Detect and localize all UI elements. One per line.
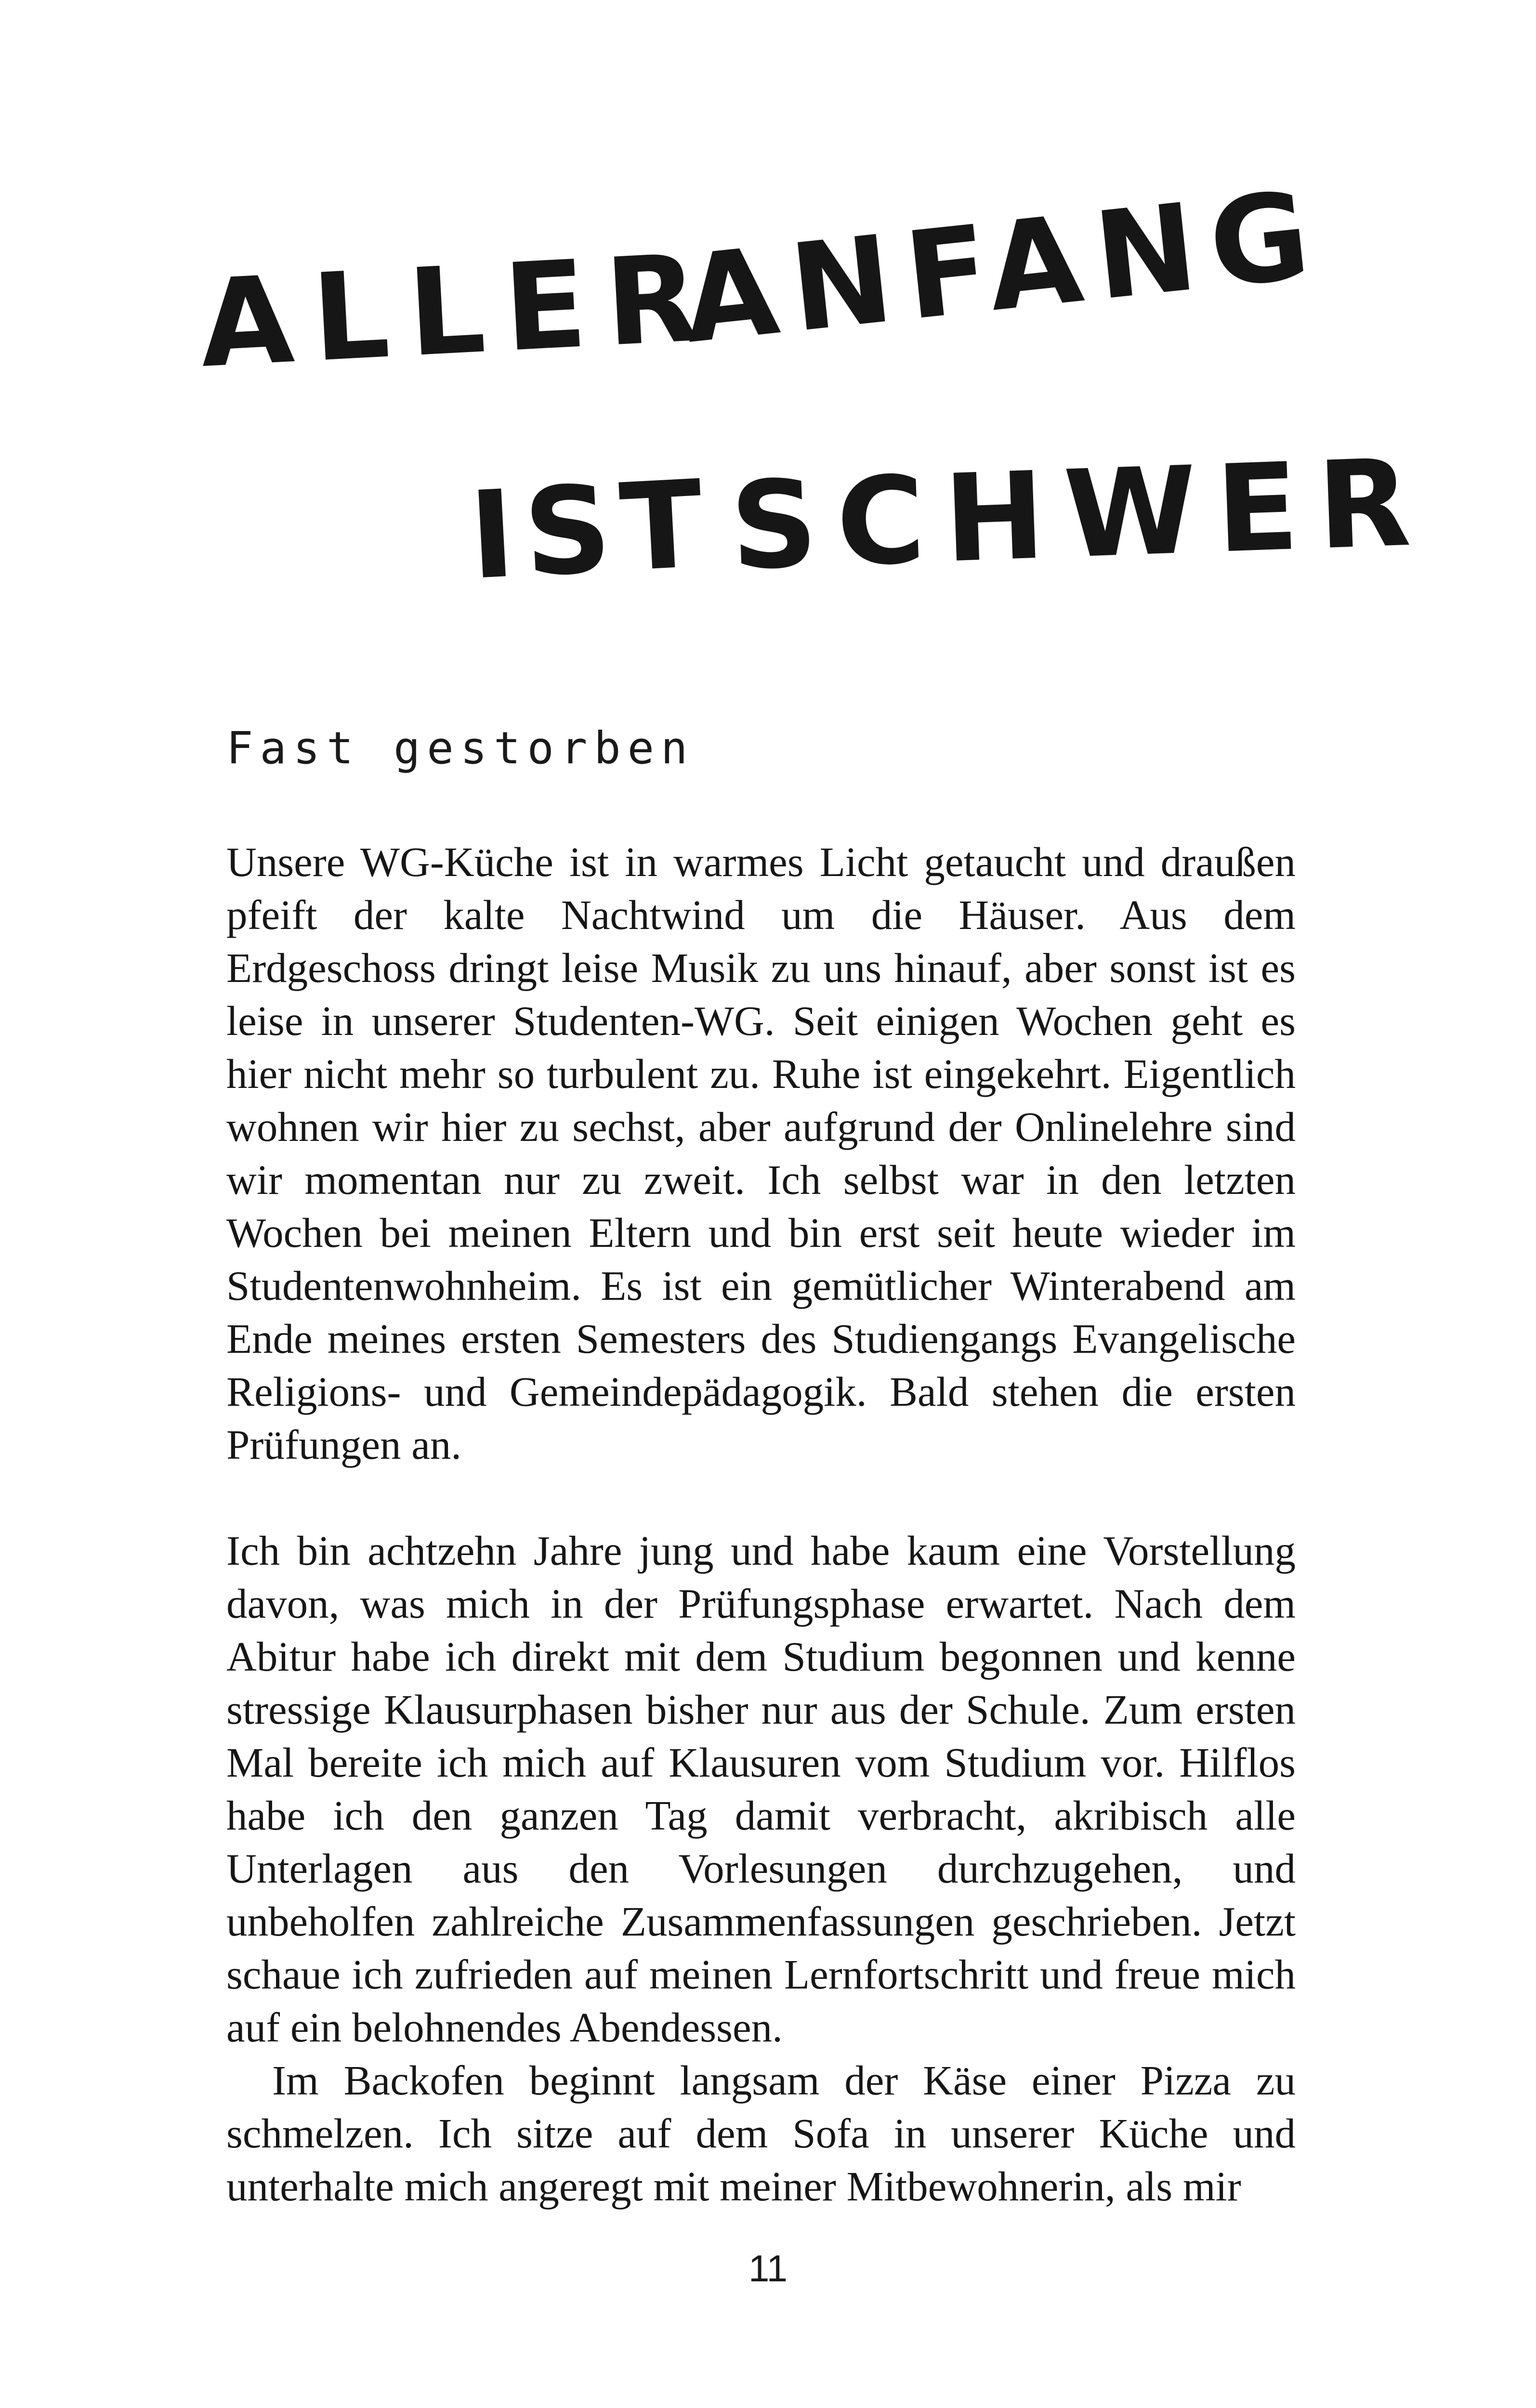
paragraph-3: Im Backofen beginnt langsam der Käse einer Pizza zu schmelzen. Ich sitze auf dem Sofa in unserer Küche und unterhalte mich angeregt mit meiner Mitbewohnerin, als mir [226,2057,1296,2210]
title-line-1-left: ALLER [196,227,721,394]
chapter-title-handwritten [196,163,1432,655]
section-title: Fast gestorben [226,722,695,774]
body-text [226,836,1296,2213]
title-line-2-right: SCHWER [728,432,1432,597]
title-line-1 [197,164,1330,394]
title-line-1-right: ANFANG [677,163,1330,370]
chapter-title-lettering [196,163,1432,655]
title-line-2 [466,432,1432,606]
title-line-2-left: IST [466,453,716,606]
paragraph-1: Unsere WG-Küche ist in warmes Licht getaucht und draußen pfeift der kalte Nachtwind um die Häuser. Aus dem Erdgeschoss dringt leise Musik zu uns hinauf, aber sonst ist es leise in unserer Studenten-WG. Seit einigen Wochen geht es hier nicht mehr so turbulent zu. Ruhe ist eingekehrt. Eigentlich wohnen wir hier zu sechst, aber aufgrund der Onlinelehre sind wir momentan nur zu zweit. Ich selbst war in den letzten Wochen bei meinen Eltern und bin erst seit heute wieder im Studentenwohnheim. Es ist ein gemütlicher Winterabend am Ende meines ersten Semesters des Studiengangs Evangelische Religions- und Gemeindepädagogik. Bald stehen die ersten Prüfungen an. [226,838,1296,1468]
page-number: 11 [748,2247,788,2290]
paragraph-2: Ich bin achtzehn Jahre jung und habe kaum eine Vorstellung davon, was mich in der Prüfungsphase erwartet. Nach dem Abitur habe ich direkt mit dem Studium begonnen und kenne stressige Klausurphasen bisher nur aus der Schule. Zum ersten Mal bereite ich mich auf Klausuren vom Studium vor. Hilflos habe ich den ganzen Tag damit verbracht, akribisch alle Unterlagen aus den Vorlesungen durchzugehen, und unbeholfen zahlreiche Zusammenfassungen geschrieben. Jetzt schaue ich zufrieden auf meinen Lernfortschritt und freue mich auf ein belohnendes Abendessen. [226,1527,1296,2051]
